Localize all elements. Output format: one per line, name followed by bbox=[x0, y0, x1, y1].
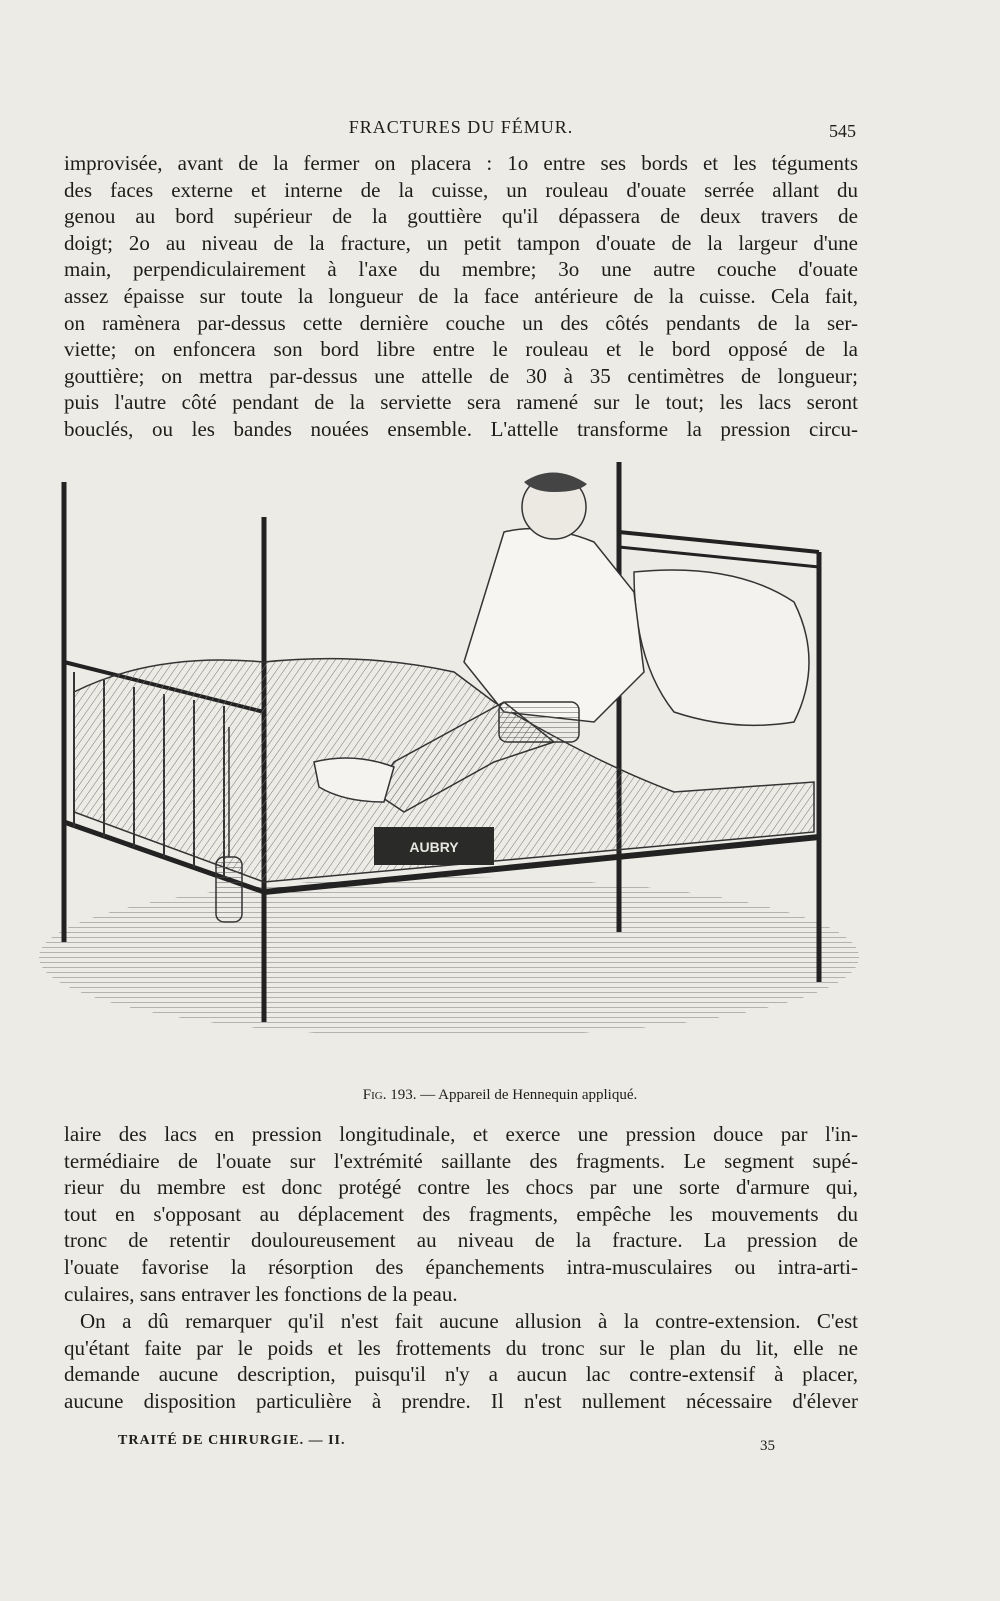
page-number: 545 bbox=[829, 121, 856, 141]
text-line: demande aucune description, puisqu'il n'y a aucun lac contre-extensif à placer, bbox=[64, 1362, 858, 1387]
text-line: tout en s'opposant au déplacement des fragments, empêche les mouvements du bbox=[64, 1201, 858, 1226]
text-line: des faces externe et interne de la cuisse, un rouleau d'ouate serrée allant du bbox=[64, 177, 858, 202]
text-line: qu'étant faite par le poids et les frottements du tronc sur le plan du lit, elle ne bbox=[64, 1335, 858, 1360]
text-line: viette; on enfoncera son bord libre entre le rouleau et le bord opposé de la bbox=[64, 337, 858, 362]
caption-label: Fig. 193. bbox=[362, 1087, 417, 1103]
text-line: l'ouate favorise la résorption des épanchements intra-musculaires ou intra-arti- bbox=[64, 1254, 858, 1279]
bed-plate-text: AUBRY bbox=[409, 839, 459, 855]
text-line: rieur du membre est donc protégé contre les chocs par une sorte d'armure qui, bbox=[64, 1175, 858, 1200]
text-line: tronc de retentir douloureusement au niveau de la fracture. La pression de bbox=[64, 1228, 858, 1253]
figure-illustration bbox=[34, 462, 864, 1047]
figure-caption bbox=[0, 1087, 1000, 1104]
running-title: FRACTURES DU FÉMUR. bbox=[348, 117, 574, 137]
caption-text: — Appareil de Hennequin appliqué. bbox=[420, 1087, 638, 1103]
text-line: on ramènera par-dessus cette dernière couche un des côtés pendants de la ser- bbox=[64, 310, 858, 335]
text-line: bouclés, ou les bandes nouées ensemble. L'attelle transforme la pression circu- bbox=[64, 416, 858, 441]
text-line: termédiaire de l'ouate sur l'extrémité saillante des fragments. Le segment supé- bbox=[64, 1148, 858, 1173]
running-head bbox=[66, 117, 856, 143]
text-line: puis l'autre côté pendant de la serviette sera ramené sur le tout; les lacs seront bbox=[64, 390, 858, 415]
text-line: aucune disposition particulière à prendre. Il n'est nullement nécessaire d'élever bbox=[64, 1388, 858, 1413]
text-line: gouttière; on mettra par-dessus une attelle de 30 à 35 centimètres de longueur; bbox=[64, 363, 858, 388]
text-line: On a dû remarquer qu'il n'est fait aucune allusion à la contre-extension. C'est bbox=[80, 1309, 858, 1333]
text-line: main, perpendiculairement à l'axe du membre; 3o une autre couche d'ouate bbox=[64, 257, 858, 282]
text-line: laire des lacs en pression longitudinale, et exerce une pression douce par l'in- bbox=[64, 1122, 858, 1146]
text-line: improvisée, avant de la fermer on placera : 1o entre ses bords et les téguments bbox=[64, 151, 858, 175]
signature-mark: 35 bbox=[760, 1438, 775, 1454]
paragraph-3 bbox=[64, 1308, 858, 1414]
floor-hatching bbox=[39, 877, 859, 1037]
paragraph-2 bbox=[64, 1121, 858, 1307]
text-line: genou au bord supérieur de la gouttière qu'il dépassera de deux travers de bbox=[64, 204, 858, 229]
footer-book-title: TRAITÉ DE CHIRURGIE. — II. bbox=[118, 1433, 346, 1448]
text-line: assez épaisse sur toute la longueur de la face antérieure de la cuisse. Cela fait, bbox=[64, 283, 858, 308]
text-line: doigt; 2o au niveau de la fracture, un petit tampon d'ouate de la largeur d'une bbox=[64, 230, 858, 255]
text-line: culaires, sans entraver les fonctions de la peau. bbox=[64, 1281, 458, 1306]
paragraph-1 bbox=[64, 150, 858, 443]
